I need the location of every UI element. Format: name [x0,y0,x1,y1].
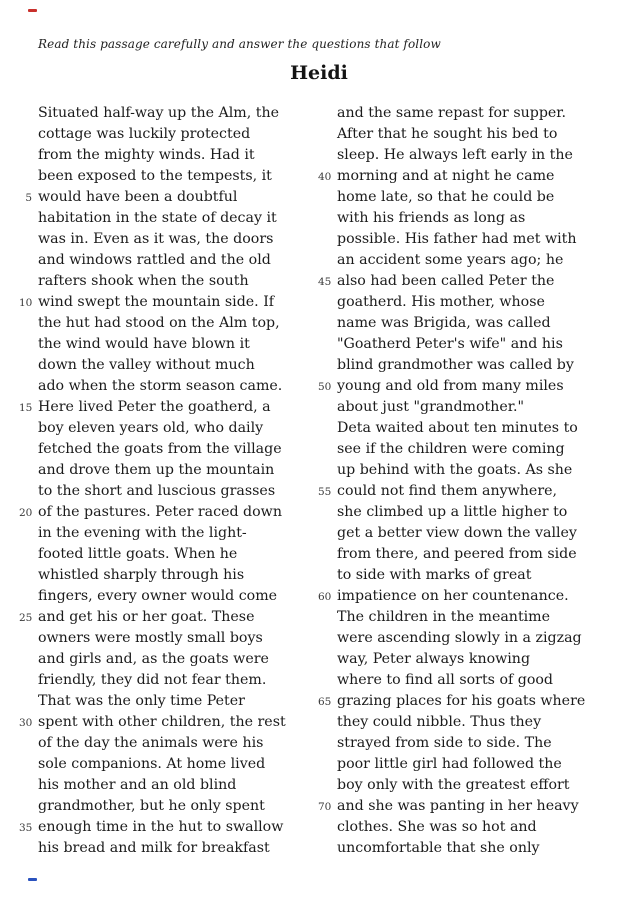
passage-line-text: get a better view down the valley [337,525,577,541]
passage-line-text: morning and at night he came [337,168,555,184]
passage-line-text: from the mighty winds. Had it [38,147,255,163]
passage-line [318,166,617,187]
passage-line-text: could not find them anywhere, [337,483,558,499]
passage-line-text: clothes. She was so hot and [337,819,537,835]
passage-line [318,376,617,397]
passage-line [318,691,617,712]
passage-line [19,313,318,334]
passage-line-text: and windows rattled and the old [38,252,271,268]
passage-line [19,628,318,649]
passage-line-text: whistled sharply through his [38,567,245,583]
passage-line-text: and get his or her goat. These [38,609,255,625]
passage-line [19,670,318,691]
passage-line [318,607,617,628]
passage-columns [19,103,617,859]
passage-line [19,292,318,313]
passage-line-text: the hut had stood on the Alm top, [38,315,280,331]
passage-line [318,439,617,460]
passage-line-text: uncomfortable that she only [337,840,540,856]
passage-line-text: owners were mostly small boys [38,630,263,646]
passage-line-text: and drove them up the mountain [38,462,275,478]
line-number: 15 [19,402,33,414]
line-number: 45 [318,276,332,288]
passage-line-text: spent with other children, the rest [38,714,286,730]
passage-line [318,649,617,670]
passage-line [19,355,318,376]
passage-column-right [318,103,617,859]
passage-line-text: sleep. He always left early in the [337,147,573,163]
passage-line-text: impatience on her countenance. [337,588,569,604]
passage-line-text: see if the children were coming [337,441,565,457]
passage-line-text: rafters shook when the south [38,273,249,289]
passage-line-text: cottage was luckily protected [38,126,251,142]
passage-line [318,145,617,166]
passage-line [318,208,617,229]
passage-line [318,460,617,481]
passage-line [318,124,617,145]
passage-line-text: to side with marks of great [337,567,532,583]
passage-line-text: young and old from many miles [337,378,564,394]
passage-line-text: up behind with the goats. As she [337,462,573,478]
passage-line-text: and the same repast for supper. [337,105,567,121]
passage-line-text: the wind would have blown it [38,336,250,352]
line-number: 50 [318,381,332,393]
passage-line-text: strayed from side to side. The [337,735,552,751]
page-crop-mark-top [28,9,37,12]
passage-line [19,565,318,586]
passage-line-text: Here lived Peter the goatherd, a [38,399,271,415]
line-number: 5 [25,192,32,204]
passage-line [318,250,617,271]
passage-line-text: about just "grandmother." [337,399,525,415]
passage-line-text: "Goatherd Peter's wife" and his [337,336,563,352]
passage-line-text: and girls and, as the goats were [38,651,269,667]
passage-line-text: from there, and peered from side [337,546,577,562]
passage-line [19,754,318,775]
passage-line [318,418,617,439]
passage-line [19,376,318,397]
passage-line [19,817,318,838]
passage-line [318,754,617,775]
passage-line [318,103,617,124]
passage-line-text: way, Peter always knowing [337,651,531,667]
passage-line [19,733,318,754]
passage-line [19,103,318,124]
passage-line-text: sole companions. At home lived [38,756,266,772]
passage-line [318,544,617,565]
passage-line [318,502,617,523]
passage-line [19,481,318,502]
passage-line [19,523,318,544]
passage-line-text: Deta waited about ten minutes to [337,420,578,436]
passage-line [318,565,617,586]
passage-line [318,229,617,250]
passage-line [19,166,318,187]
passage-line [19,397,318,418]
passage-line-text: fingers, every owner would come [38,588,278,604]
passage-column-left [19,103,318,859]
passage-line [318,334,617,355]
passage-line [19,271,318,292]
passage-line [318,355,617,376]
passage-line [19,187,318,208]
passage-line-text: fetched the goats from the village [38,441,282,457]
passage-line-text: boy eleven years old, who daily [38,420,264,436]
passage-line [318,838,617,859]
line-number: 30 [19,717,33,729]
passage-line-text: ado when the storm season came. [38,378,283,394]
line-number: 40 [318,171,332,183]
passage-line [318,817,617,838]
passage-line [19,691,318,712]
passage-line-text: The children in the meantime [337,609,551,625]
line-number: 10 [19,297,33,309]
passage-line [318,796,617,817]
passage-line-text: name was Brigida, was called [337,315,551,331]
passage-line [19,250,318,271]
line-number: 65 [318,696,332,708]
passage-line [19,586,318,607]
passage-line-text: That was the only time Peter [38,693,245,709]
passage-line [318,523,617,544]
line-number: 55 [318,486,332,498]
passage-line-text: blind grandmother was called by [337,357,574,373]
passage-line [19,796,318,817]
passage-instruction: Read this passage carefully and answer the questions that follow [38,37,441,51]
passage-line [19,208,318,229]
passage-line [318,586,617,607]
passage-line [318,670,617,691]
passage-line [318,397,617,418]
passage-line-text: they could nibble. Thus they [337,714,542,730]
passage-line-text: been exposed to the tempests, it [38,168,272,184]
passage-line [318,313,617,334]
passage-line [19,145,318,166]
passage-line-text: wind swept the mountain side. If [38,294,275,310]
passage-line [19,439,318,460]
passage-line [318,292,617,313]
passage-line [19,229,318,250]
passage-line [318,712,617,733]
passage-line-text: boy only with the greatest effort [337,777,570,793]
passage-line-text: grandmother, but he only spent [38,798,265,814]
passage-line [19,712,318,733]
passage-line-text: footed little goats. When he [38,546,238,562]
line-number: 60 [318,591,332,603]
line-number: 25 [19,612,33,624]
passage-line-text: and she was panting in her heavy [337,798,579,814]
passage-line-text: possible. His father had met with [337,231,577,247]
passage-title: Heidi [290,62,348,84]
passage-line-text: to the short and luscious grasses [38,483,276,499]
passage-line-text: goatherd. His mother, whose [337,294,545,310]
passage-line [19,775,318,796]
passage-line-text: down the valley without much [38,357,255,373]
passage-line-text: his mother and an old blind [38,777,237,793]
passage-line [318,628,617,649]
passage-line-text: an accident some years ago; he [337,252,564,268]
passage-line [318,187,617,208]
passage-line [19,544,318,565]
passage-line [318,481,617,502]
passage-line-text: where to find all sorts of good [337,672,553,688]
passage-line-text: friendly, they did not fear them. [38,672,267,688]
passage-line [19,502,318,523]
passage-line-text: habitation in the state of decay it [38,210,277,226]
passage-line-text: After that he sought his bed to [337,126,558,142]
passage-line-text: of the pastures. Peter raced down [38,504,282,520]
passage-line [19,838,318,859]
page-crop-mark-bottom [28,878,37,881]
passage-line [19,418,318,439]
passage-line-text: also had been called Peter the [337,273,555,289]
passage-line-text: she climbed up a little higher to [337,504,568,520]
passage-line-text: his bread and milk for breakfast [38,840,270,856]
passage-line-text: with his friends as long as [337,210,526,226]
passage-line [318,775,617,796]
line-number: 20 [19,507,33,519]
passage-line [19,460,318,481]
passage-line-text: of the day the animals were his [38,735,264,751]
passage-line-text: grazing places for his goats where [337,693,586,709]
line-number: 70 [318,801,332,813]
line-number: 35 [19,822,33,834]
passage-line [19,649,318,670]
passage-line-text: enough time in the hut to swallow [38,819,284,835]
passage-line [19,334,318,355]
passage-line-text: were ascending slowly in a zigzag [337,630,582,646]
passage-line-text: was in. Even as it was, the doors [38,231,274,247]
passage-line-text: in the evening with the light- [38,525,247,541]
passage-line [318,271,617,292]
passage-line-text: poor little girl had followed the [337,756,562,772]
passage-line [318,733,617,754]
passage-line [19,124,318,145]
passage-line-text: home late, so that he could be [337,189,555,205]
passage-line-text: would have been a doubtful [38,189,238,205]
passage-line-text: Situated half-way up the Alm, the [38,105,280,121]
passage-line [19,607,318,628]
